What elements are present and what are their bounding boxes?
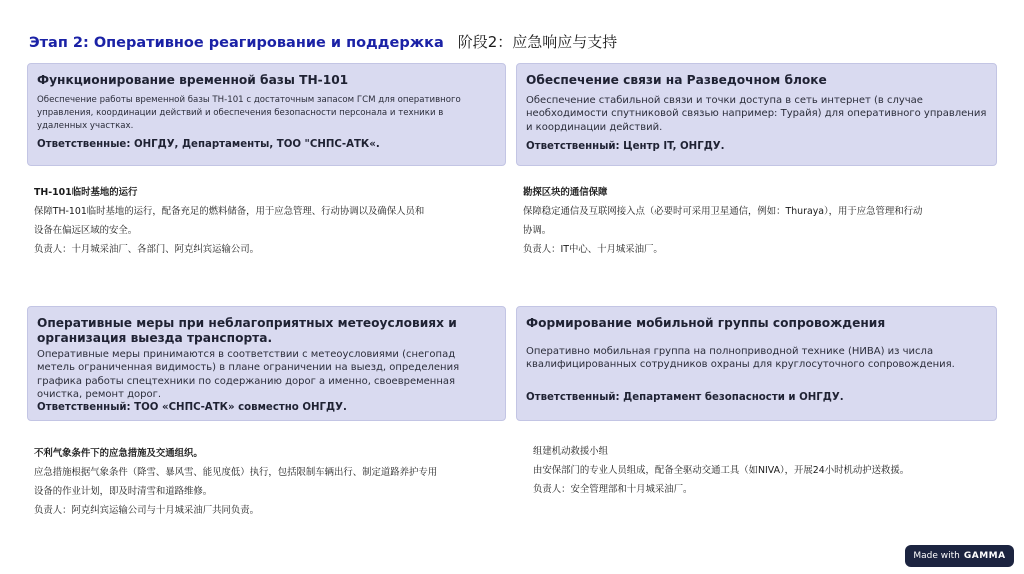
card-title: Обеспечение связи на Разведочном блоке: [526, 73, 827, 87]
note-line: 保障稳定通信及互联网接入点（必要时可采用卫星通信，例如：Thuraya），用于应急管理和行动: [523, 206, 923, 217]
card-body: Обеспечение работы временной базы TH-101 с достаточным запасом ГСМ для оперативного управления, координации действий и обеспечения безопасности персонала и техники в удаленных участках.: [37, 95, 461, 131]
card-weather-measures: [27, 306, 506, 421]
note-line: 保障TH-101临时基地的运行，配备充足的燃料储备，用于应急管理、行动协调以及确保人员和: [34, 206, 425, 217]
note-line: 负责人：十月城采油厂、各部门、阿克纠宾运输公司。: [34, 244, 260, 255]
note-line: 组建机动救援小组: [533, 446, 609, 457]
made-with-gamma-badge[interactable]: [905, 545, 1014, 567]
card-communications: [516, 63, 997, 166]
card-body: Оперативно мобильная группа на полноприводной технике (НИВА) из числа квалифицированных сотрудников охраны для круглосуточного сопровождения.: [526, 346, 955, 371]
card-mobile-group: [516, 306, 997, 421]
note-mobile-group-cn: [533, 442, 909, 499]
card-body: Обеспечение стабильной связи и точки доступа в сеть интернет (в случае необходимости спутниковой связью например: Турайя) для оперативного управления и координации действий.: [526, 95, 987, 133]
note-line: 设备的作业计划，即及时清雪和道路维修。: [34, 486, 213, 497]
card-title: Оперативные меры при неблагоприятных метеоусловиях и организация выезда транспорта.: [37, 316, 457, 345]
card-responsible: Ответственный: Департамент безопасности и ОНГДУ.: [526, 391, 844, 403]
note-line: 由安保部门的专业人员组成，配备全驱动交通工具（如NIVA），开展24小时机动护送救援。: [533, 465, 910, 476]
note-line: 勘探区块的通信保障: [523, 187, 608, 198]
note-line: 协调。: [523, 225, 552, 236]
page-header: [29, 31, 617, 52]
note-line: 设备在偏远区域的安全。: [34, 225, 138, 236]
note-line: 负责人：阿克纠宾运输公司与十月城采油厂共同负责。: [34, 505, 260, 516]
card-title: Функционирование временной базы TH-101: [37, 73, 349, 87]
card-title: Формирование мобильной группы сопровождения: [526, 316, 886, 330]
page-title-ru: Этап 2: Оперативное реагирование и поддержка: [29, 35, 444, 51]
note-line: 应急措施根据气象条件（降雪、暴风雪、能见度低）执行，包括限制车辆出行、制定道路养护专用: [34, 467, 438, 478]
badge-prefix: Made with: [913, 551, 960, 561]
note-line: 负责人：安全管理部和十月城采油厂。: [533, 484, 693, 495]
note-line: 负责人：IT中心、十月城采油厂。: [523, 244, 663, 255]
note-line: TH-101临时基地的运行: [34, 187, 138, 198]
card-responsible: Ответственные: ОНГДУ, Департаменты, ТОО "СНПС-АТК«.: [37, 139, 380, 151]
page-title-cn: 阶段2：应急响应与支持: [457, 33, 618, 51]
note-temporary-base-cn: [34, 183, 424, 259]
card-temporary-base: [27, 63, 506, 166]
card-responsible: Ответственный: ТОО «СНПС-АТК» совместно ОНГДУ.: [37, 402, 347, 414]
note-communications-cn: [523, 183, 922, 259]
note-line: 不利气象条件下的应急措施及交通组织。: [34, 448, 203, 459]
card-body: Оперативные меры принимаются в соответствии с метеоусловиями (снегопад метель ограниченная видимость) в плане ограничении на выезд, определения графика работы спецтехники по содержанию дорог а именно, своевременная очистка, ремонт дорог.: [37, 349, 460, 400]
gamma-logo: GAMMA: [963, 551, 1006, 561]
note-weather-measures-cn: [34, 444, 437, 520]
card-responsible: Ответственный: Центр IT, ОНГДУ.: [526, 140, 725, 152]
